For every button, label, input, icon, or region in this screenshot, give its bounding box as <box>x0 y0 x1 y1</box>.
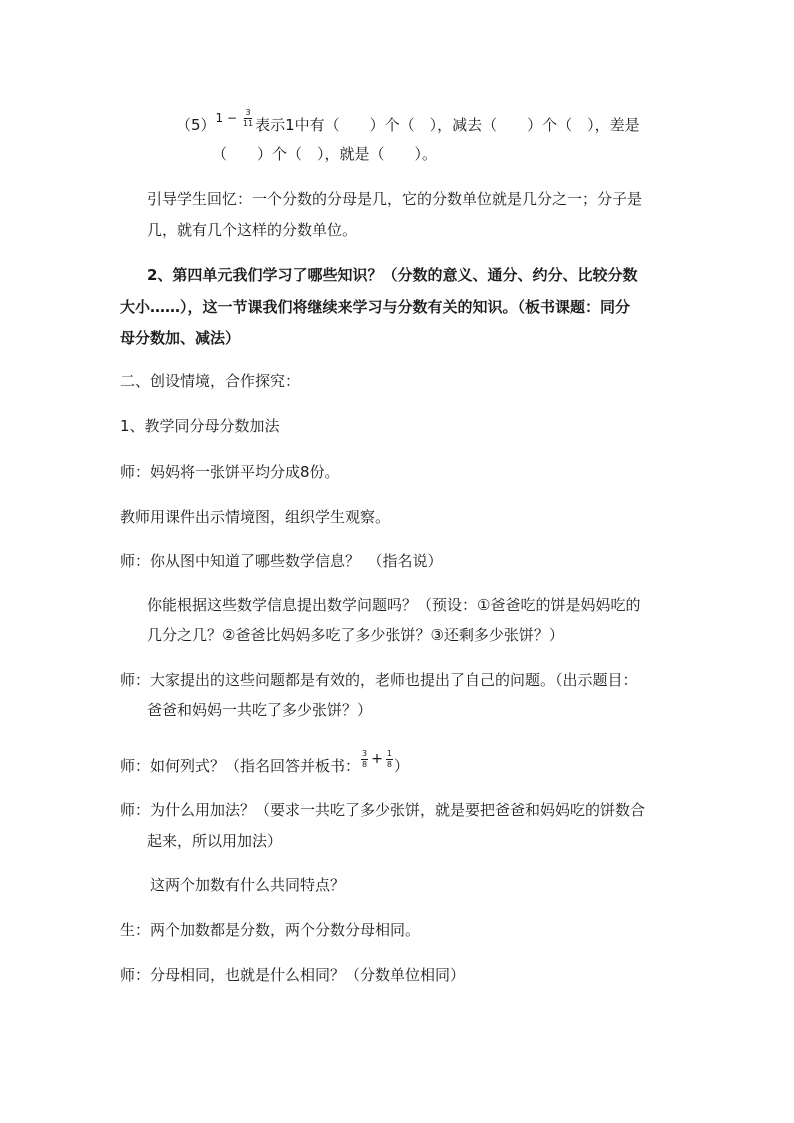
formula-expression <box>360 749 394 769</box>
item5-expression <box>215 108 256 128</box>
review-line2: 大小……），这一节课我们将继续来学习与分数有关的知识。（板书课题：同分 <box>120 298 631 316</box>
formula-suffix: ） <box>393 757 409 775</box>
teacher-line-3: 师：你从图中知道了哪些数学信息？ （指名说） <box>120 552 443 570</box>
item5-line1-text: 表示1中有（ ）个（ ），减去（ ）个（ ），差是 <box>255 116 640 134</box>
teacher-line-5a: 师：大家提出的这些问题都是有效的，老师也提出了自己的问题。（出示题目： <box>120 671 638 689</box>
expr-whole: 1 <box>215 111 224 125</box>
expr-numerator: 3 <box>245 108 251 117</box>
teacher-line-5b: 爸爸和妈妈一共吃了多少张饼？） <box>147 701 373 719</box>
teacher-line-8: 这两个加数有什么共同特点？ <box>150 876 346 894</box>
teacher-line-7a: 师：为什么用加法？（要求一共吃了多少张饼，就是要把爸爸和妈妈吃的饼数合 <box>120 801 646 819</box>
question-line2: 几分之几？②爸爸比妈妈多吃了多少张饼？③还剩多少张饼？） <box>147 626 564 644</box>
item5-label: （5） <box>176 116 216 134</box>
item5-line2: （ ）个（ ），就是（ ）。 <box>212 145 438 163</box>
item5-line1 <box>176 108 640 137</box>
review-line3: 母分数加、减法） <box>120 329 241 347</box>
fraction-2-numerator: 1 <box>386 749 392 758</box>
step1-heading: 1、教学同分母分数加法 <box>120 417 280 435</box>
section2-heading: 二、创设情境，合作探究： <box>120 372 301 390</box>
fraction-2-denominator: 8 <box>386 760 392 769</box>
expr-denominator: 11 <box>242 119 254 128</box>
teacher-line-2: 教师用课件出示情境图，组织学生观察。 <box>120 508 391 526</box>
plus-sign: + <box>371 751 383 767</box>
fraction-1 <box>361 749 368 770</box>
expr-fraction <box>242 108 254 129</box>
expr-minus: − <box>227 111 238 125</box>
guide-line2: 几，就有几个这样的分数单位。 <box>147 221 358 239</box>
teacher-line-1: 师：妈妈将一张饼平均分成8份。 <box>120 463 340 481</box>
student-line-9: 生：两个加数都是分数，两个分数分母相同。 <box>120 921 421 939</box>
formula-line <box>120 749 409 778</box>
fraction-1-numerator: 3 <box>362 749 368 758</box>
question-line1: 你能根据这些数学信息提出数学问题吗？（预设：①爸爸吃的饼是妈妈吃的 <box>147 596 641 614</box>
guide-line1: 引导学生回忆：一个分数的分母是几，它的分数单位就是几分之一；分子是 <box>147 190 643 208</box>
formula-prefix: 师：如何列式？（指名回答并板书： <box>120 757 361 775</box>
review-line1: 2、第四单元我们学习了哪些知识？（分数的意义、通分、约分、比较分数 <box>147 266 638 284</box>
teacher-line-10: 师：分母相同，也就是什么相同？（分数单位相同） <box>120 966 466 984</box>
fraction-1-denominator: 8 <box>362 760 368 769</box>
teacher-line-7b: 起来，所以用加法） <box>147 832 283 850</box>
fraction-2 <box>386 749 393 770</box>
